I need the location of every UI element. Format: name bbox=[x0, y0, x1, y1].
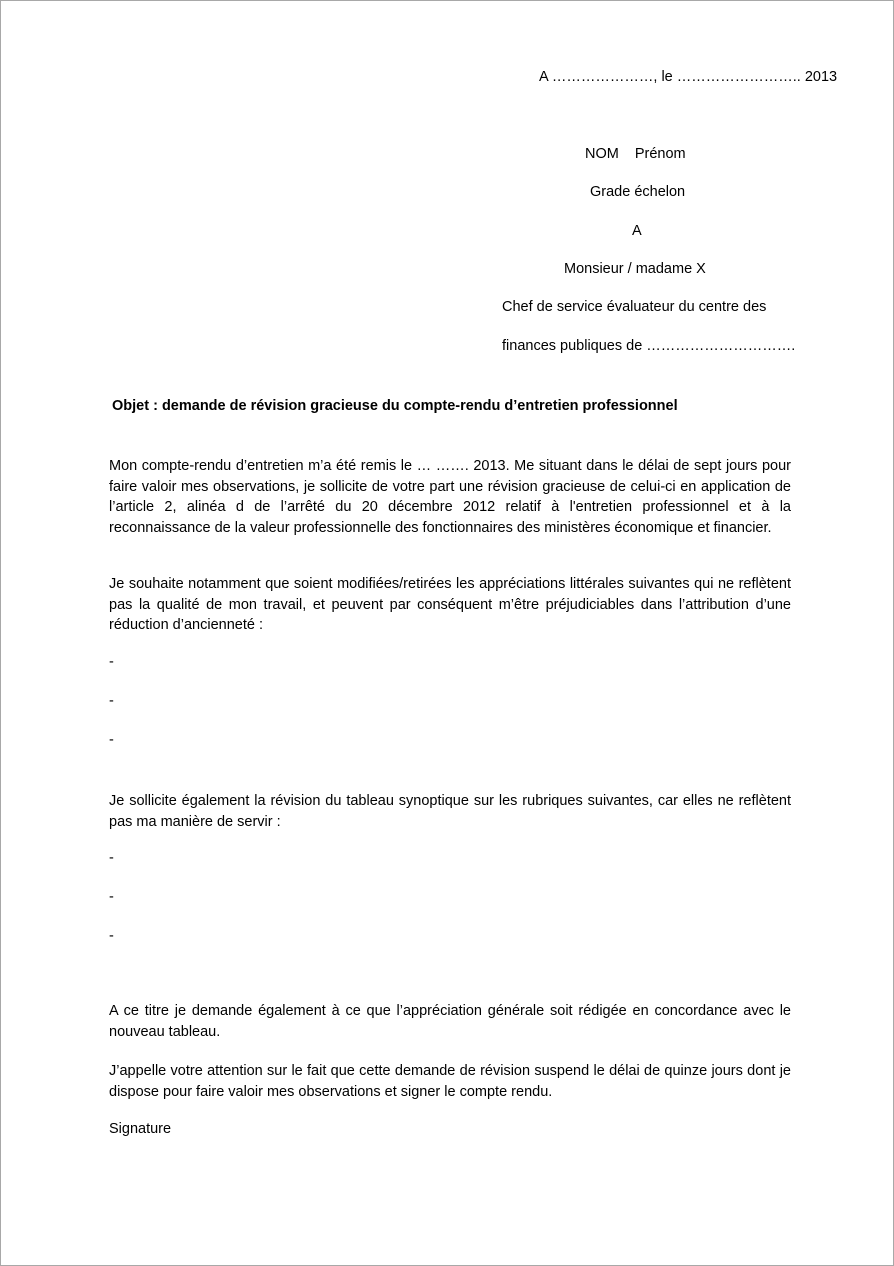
list-item: - bbox=[109, 889, 114, 905]
recipient-role-line2: finances publiques de …………………………. bbox=[502, 338, 796, 354]
body-paragraph-3: Je sollicite également la révision du tableau synoptique sur les rubriques suivantes, car elles ne reflètent pas ma manière de servir : bbox=[109, 793, 791, 830]
list-item: - bbox=[109, 850, 114, 866]
list-item: - bbox=[109, 928, 114, 944]
sender-grade: Grade échelon bbox=[590, 184, 686, 200]
body-paragraph-2: Je souhaite notamment que soient modifiées/retirées les appréciations littérales suivantes qui ne reflètent pas la qualité de mon travail, et peuvent par conséquent m’être préjudiciables dans l’attribution d’une réduction d’ancienneté : bbox=[109, 576, 791, 633]
recipient-name: Monsieur / madame X bbox=[564, 261, 706, 277]
body-paragraph-1: Mon compte-rendu d’entretien m’a été remis le … ……. 2013. Me situant dans le délai de sept jours pour faire valoir mes observations, je sollicite de votre part une révision gracieuse de celui-ci en application de l’article 2, alinéa d de l’arrêté du 20 décembre 2012 relatif à l'entretien professionnel et à la reconnaissance de la valeur professionnelle des fonctionnaires des ministères économique et financier. bbox=[109, 458, 791, 536]
list-item: - bbox=[109, 732, 114, 748]
signature-label: Signature bbox=[109, 1121, 172, 1137]
letter-subject: Objet : demande de révision gracieuse du compte-rendu d’entretien professionnel bbox=[112, 398, 678, 414]
body-paragraph-5: J’appelle votre attention sur le fait que cette demande de révision suspend le délai de quinze jours dont je dispose pour faire valoir mes observations et signer le compte rendu. bbox=[109, 1063, 791, 1100]
recipient-role-line1: Chef de service évaluateur du centre des bbox=[502, 299, 767, 315]
list-item: - bbox=[109, 654, 114, 670]
date-line: A …………………, le …………………….. 2013 bbox=[539, 69, 838, 85]
addressee-prefix: A bbox=[632, 223, 642, 239]
list-item: - bbox=[109, 693, 114, 709]
sender-name-line bbox=[585, 144, 686, 165]
sender-name: NOM bbox=[585, 146, 619, 162]
body-paragraph-4: A ce titre je demande également à ce que l’appréciation générale soit rédigée en concordance avec le nouveau tableau. bbox=[109, 1003, 791, 1040]
sender-firstname: Prénom bbox=[634, 146, 686, 162]
